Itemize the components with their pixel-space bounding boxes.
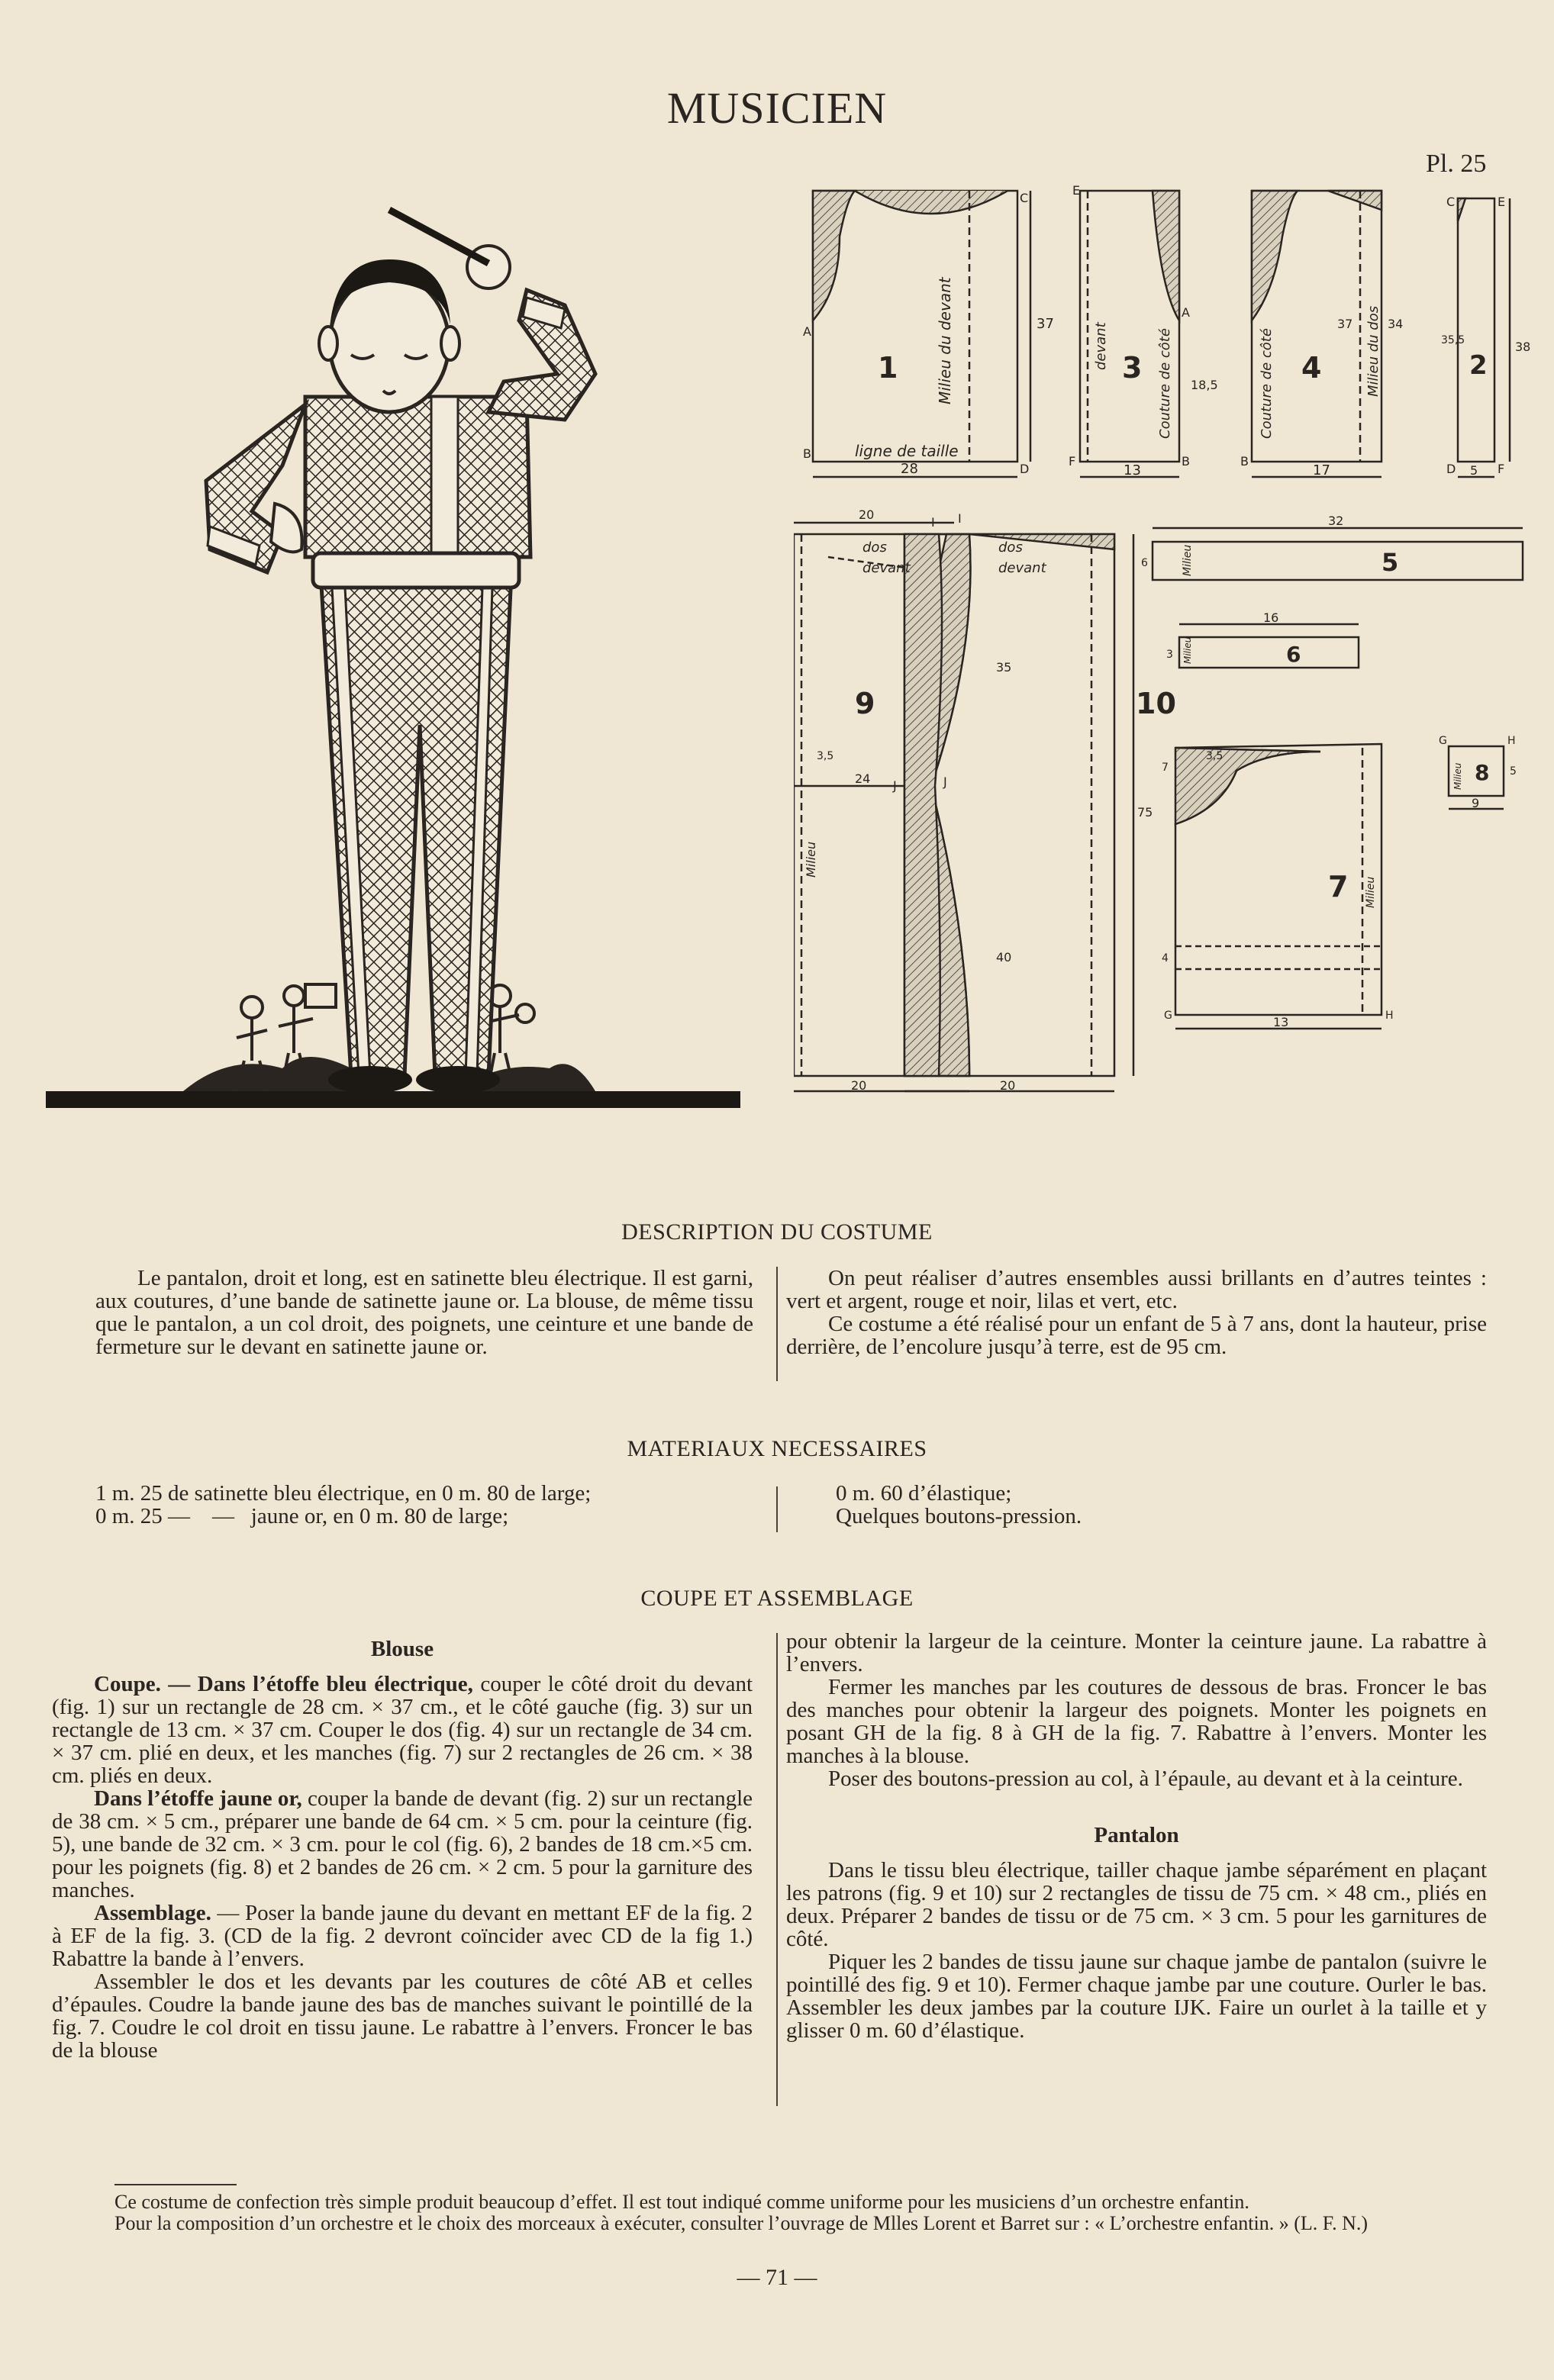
letter: C [1446,195,1456,209]
piece-10-front-label: devant [998,560,1046,576]
piece-7-width: 13 [1273,1015,1289,1029]
piece-3-label: devant [1093,322,1109,370]
piece-7-small: 4 [1162,952,1169,965]
letter: D [1446,462,1456,476]
letter: I [958,511,962,526]
piece-9-small: 3,5 [817,750,834,762]
inline-text: couper le côté droit du devant (fig. 1) sur un rectangle de 28 cm. × 37 cm., et le côté gauche (fig. 3) sur un rectangle de 13 cm. × 37 cm. Couper le dos (fig. 4) sur un rectangle de 34 cm. × 37 cm. plié en deux, et les manches (fig. 7) sur 2 rectangles de 26 cm. × 38 cm. pliés en deux. [52,1672,753,1788]
piece-8-number: 8 [1475,760,1490,785]
piece-9-lower-height: 40 [996,950,1012,965]
materials-right [836,1482,1477,1528]
blouse-assembly-paragraph [52,1902,753,1970]
materials-item: Quelques boutons-pression. [836,1504,1082,1528]
piece-6-height: 3 [1166,649,1173,661]
piece-9-mid-width: 24 [855,771,871,786]
blouse-snaps: Poser des boutons-pression au col, à l’épaule, au devant et à la ceinture. [828,1766,1463,1791]
piece-7-number: 7 [1328,870,1349,903]
piece-5-width: 32 [1328,514,1344,528]
piece-9-bottom-width: 20 [851,1078,867,1093]
piece-8-label: Milieu [1452,762,1463,790]
piece-3-small: 18,5 [1191,378,1218,392]
description-right-text-2: Ce costume a été réalisé pour un enfant de 5 à 7 ans, dont la hauteur, prise derrière, de l’encolure jusqu’à terre, est de 95 cm. [786,1312,1487,1359]
piece-4-back-label: Milieu du dos [1365,305,1382,397]
piece-7-height: 7 [1162,762,1169,774]
column-divider [776,1486,778,1532]
letter: E [1498,195,1506,209]
pattern-plate [794,176,1534,1129]
piece-3-side-label: Couture de côté [1157,328,1173,439]
piece-1-number: 1 [878,351,898,385]
description-right [786,1267,1487,1358]
inline-label: Assemblage. [94,1901,211,1925]
blouse-heading: Blouse [370,1637,434,1661]
piece-4-height-b: 34 [1388,317,1404,331]
page-number: — 71 — [737,2265,817,2290]
letter: I [931,515,935,530]
letter: B [1182,454,1190,469]
piece-5-label: Milieu [1182,544,1194,576]
letter: F [1498,462,1505,476]
piece-9-front-label: devant [862,560,911,576]
piece-4-number: 4 [1301,351,1322,385]
description-right-text-1: On peut réaliser d’autres ensembles aussi brillants en d’autres teintes : vert et argent, rouge et noir, lilas et vert, etc. [786,1266,1487,1313]
letter: G [1164,1010,1172,1022]
letter: H [1507,735,1516,747]
footnote-rule [114,2184,237,2185]
description-left [95,1267,753,1358]
letter: H [1385,1010,1394,1022]
materials-heading: MATERIAUX NECESSAIRES [627,1436,927,1461]
piece-10-number: 10 [1136,687,1176,720]
piece-6-number: 6 [1286,642,1301,667]
piece-8-width: 9 [1472,796,1480,810]
inline-label: Dans l’étoffe jaune or, [94,1786,302,1811]
piece-10-bottom-width: 20 [1000,1078,1016,1093]
inline-label: Coupe. — Dans l’étoffe bleu électrique, [94,1672,473,1696]
piece-2-height: 38 [1515,340,1531,354]
blouse-assembly-paragraph-2: Assembler le dos et les devants par les coutures de côté AB et celles d’épaules. Coudre la bande jaune des bas de manches suivant le pointillé de la fig. 7. Coudre le col droit en tissu jaune. Le rabattre à l’envers. Froncer le bas de la blouse [52,1969,753,2063]
piece-6-width: 16 [1263,610,1279,625]
pantalon-heading: Pantalon [1094,1823,1179,1847]
letter: J [893,778,897,793]
blouse-cut-paragraph [52,1673,753,1787]
inline-text: — Poser la bande jaune du devant en mettant EF de la fig. 2 à EF de la fig. 3. (CD de la fig. 2 devront coïncider avec CD de la fig 1.) Rabattre la bande à l’envers. [52,1901,753,1971]
piece-4-height-a: 37 [1337,317,1353,331]
letter: B [1240,454,1249,469]
materials-item: 0 m. 60 d’élastique; [836,1481,1012,1506]
pantalon-paragraph-1: Dans le tissu bleu électrique, tailler chaque jambe séparément en plaçant les patrons (fig. 9 et 10) sur 2 rectangles de tissu de 75 cm. × 48 cm., pliés en deux. Préparer 2 bandes de tissu or de 75 cm. × 3 cm. 5 pour les garnitures de côté. [786,1858,1487,1951]
letter: J [943,775,947,789]
pantalon-paragraph-2: Piquer les 2 bandes de tissu jaune sur chaque jambe de pantalon (suivre le pointillé des fig. 9 et 10). Fermer chaque jambe par une couture. Ourler le bas. Assembler les deux jambes par la couture IJK. Faire un ourlet à la taille et y glisser 0 m. 60 d’élastique. [786,1950,1487,2043]
piece-3-width: 13 [1124,462,1141,478]
piece-9-top-width: 20 [859,507,875,522]
materials-item: 0 m. 25 — — jaune or, en 0 m. 80 de large; [95,1504,509,1528]
piece-3-number: 3 [1122,351,1143,385]
piece-9-number: 9 [855,687,875,720]
piece-9-upper-height: 35 [996,660,1012,675]
piece-1-label: Milieu du devant [936,277,954,404]
piece-1-width: 28 [901,461,918,477]
musician-illustration [31,191,748,1122]
letter: E [1072,183,1081,198]
letter: A [1182,305,1190,320]
piece-4-side-label: Couture de côté [1259,328,1275,439]
piece-5-number: 5 [1382,548,1399,577]
footnote-text-1: Ce costume de confection très simple produit beaucoup d’effet. Il est tout indiqué comme uniforme pour les musiciens d’un orchestre enfantin. [114,2191,1249,2213]
piece-2-small: 35,5 [1441,334,1465,346]
assembly-heading: COUPE ET ASSEMBLAGE [640,1586,914,1611]
column-divider [776,1267,778,1381]
piece-10-back-label: dos [998,539,1023,556]
inline-text: couper la bande de devant (fig. 2) sur un rectangle de 38 cm. × 5 cm., préparer une bande de 64 cm. × 5 cm. pour la ceinture (fig. 5), une bande de 32 cm. × 3 cm. pour le col (fig. 6), 2 bandes de 18 cm.×5 cm. pour les poignets (fig. 8) et 2 bandes de 26 cm. × 2 cm. 5 pour la garniture des manches. [52,1786,753,1902]
piece-9-back-label: dos [862,539,887,556]
piece-7-label: Milieu [1365,876,1377,908]
piece-1-height: 37 [1037,316,1054,332]
description-heading: DESCRIPTION DU COSTUME [621,1219,933,1245]
blouse-continued: pour obtenir la largeur de la ceinture. Monter la ceinture jaune. La rabattre à l’envers. [786,1629,1487,1676]
letter: F [1069,454,1076,469]
footnote-text-2: Pour la composition d’un orchestre et le choix des morceaux à exécuter, consulter l’ouvrage de Mlles Lorent et Barret sur : « L’orchestre enfantin. » (L. F. N.) [114,2212,1369,2234]
letter: G [1439,735,1447,747]
piece-2-number: 2 [1469,350,1488,381]
piece-1-bottom-label: ligne de taille [855,442,959,460]
assembly-right-column [786,1630,1487,2042]
letter: A [803,324,811,339]
blouse-sleeves: Fermer les manches par les coutures de dessous de bras. Froncer le bas des manches pour obtenir la largeur des poignets. Monter les poignets en posant GH de la fig. 8 à GH de la fig. 7. Rabattre à l’envers. Monter les manches à la blouse. [786,1675,1487,1768]
piece-8-height: 5 [1510,765,1517,778]
piece-10-small: 3,5 [1206,750,1224,762]
page-title: MUSICIEN [666,83,888,133]
letter: D [1020,462,1030,476]
letter: B [803,446,811,461]
footnote [53,2192,1481,2234]
materials-item: 1 m. 25 de satinette bleu électrique, en 0 m. 80 de large; [95,1481,592,1506]
piece-10-height: 75 [1137,805,1153,820]
plate-number: Pl. 25 [1426,150,1487,178]
piece-4-width: 17 [1313,462,1330,478]
piece-5-height: 6 [1141,557,1148,569]
letter: C [1020,191,1029,205]
materials-left [95,1482,767,1528]
blouse-yellow-paragraph [52,1787,753,1902]
piece-6-label: Milieu [1182,636,1193,664]
piece-9-center-label: Milieu [804,841,818,878]
column-divider [776,1633,778,2106]
piece-2-width: 5 [1470,463,1478,478]
description-left-text: Le pantalon, droit et long, est en satinette bleu électrique. Il est garni, aux coutures, d’une bande de satinette jaune or. La blouse, de même tissu que le pantalon, a un col droit, des poignets, une ceinture et une bande de fermeture sur le devant en satinette jaune or. [95,1266,753,1359]
assembly-left-column [52,1630,753,2062]
